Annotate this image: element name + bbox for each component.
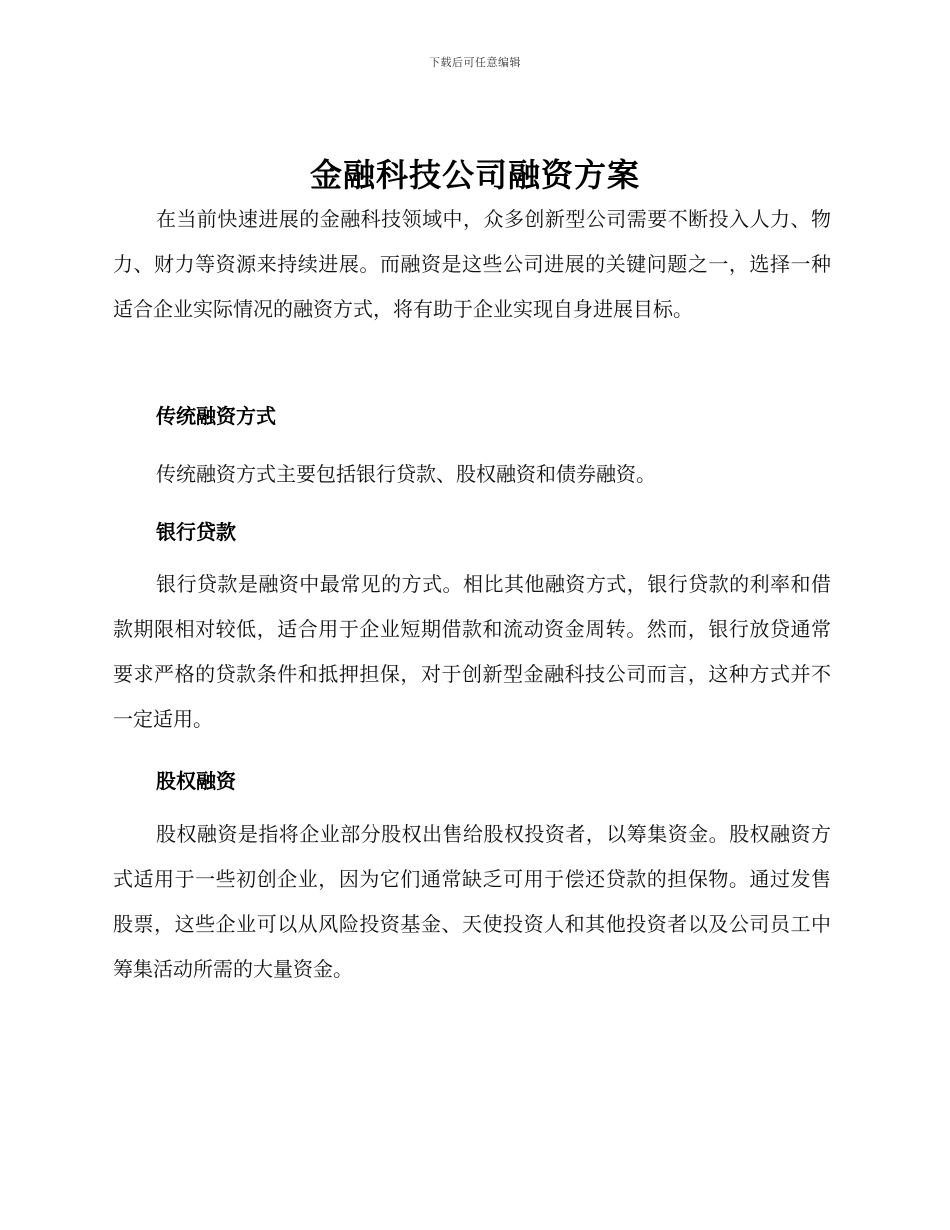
section-paragraph-traditional-financing: 传统融资方式主要包括银行贷款、股权融资和债券融资。 (156, 462, 656, 486)
section-paragraph-equity-financing: 股权融资是指将企业部分股权出售给股权投资者，以筹集资金。股权融资方式适用于一些初创企业，因为它们通常缺乏可用于偿还贷款的担保物。通过发售股票，这些企业可以从风险投资基金、天使投资人和其他投资者以及公司员工中筹集活动所需的大量资金。 (113, 822, 831, 981)
section-heading-traditional-financing: 传统融资方式 (156, 404, 276, 428)
intro-paragraph: 在当前快速进展的金融科技领域中，众多创新型公司需要不断投入人力、物力、财力等资源来持续进展。而融资是这些公司进展的关键问题之一，选择一种适合企业实际情况的融资方式，将有助于企业实现自身进展目标。 (113, 207, 831, 321)
page-header-note: 下载后可任意编辑 (429, 56, 521, 69)
section-heading-equity-financing: 股权融资 (156, 769, 236, 793)
section-paragraph-bank-loan: 银行贷款是融资中最常见的方式。相比其他融资方式，银行贷款的利率和借款期限相对较低，适合用于企业短期借款和流动资金周转。然而，银行放贷通常要求严格的贷款条件和抵押担保，对于创新型金融科技公司而言，这种方式并不一定适用。 (113, 572, 831, 731)
section-heading-bank-loan: 银行贷款 (156, 520, 236, 544)
document-title: 金融科技公司融资方案 (309, 156, 640, 194)
